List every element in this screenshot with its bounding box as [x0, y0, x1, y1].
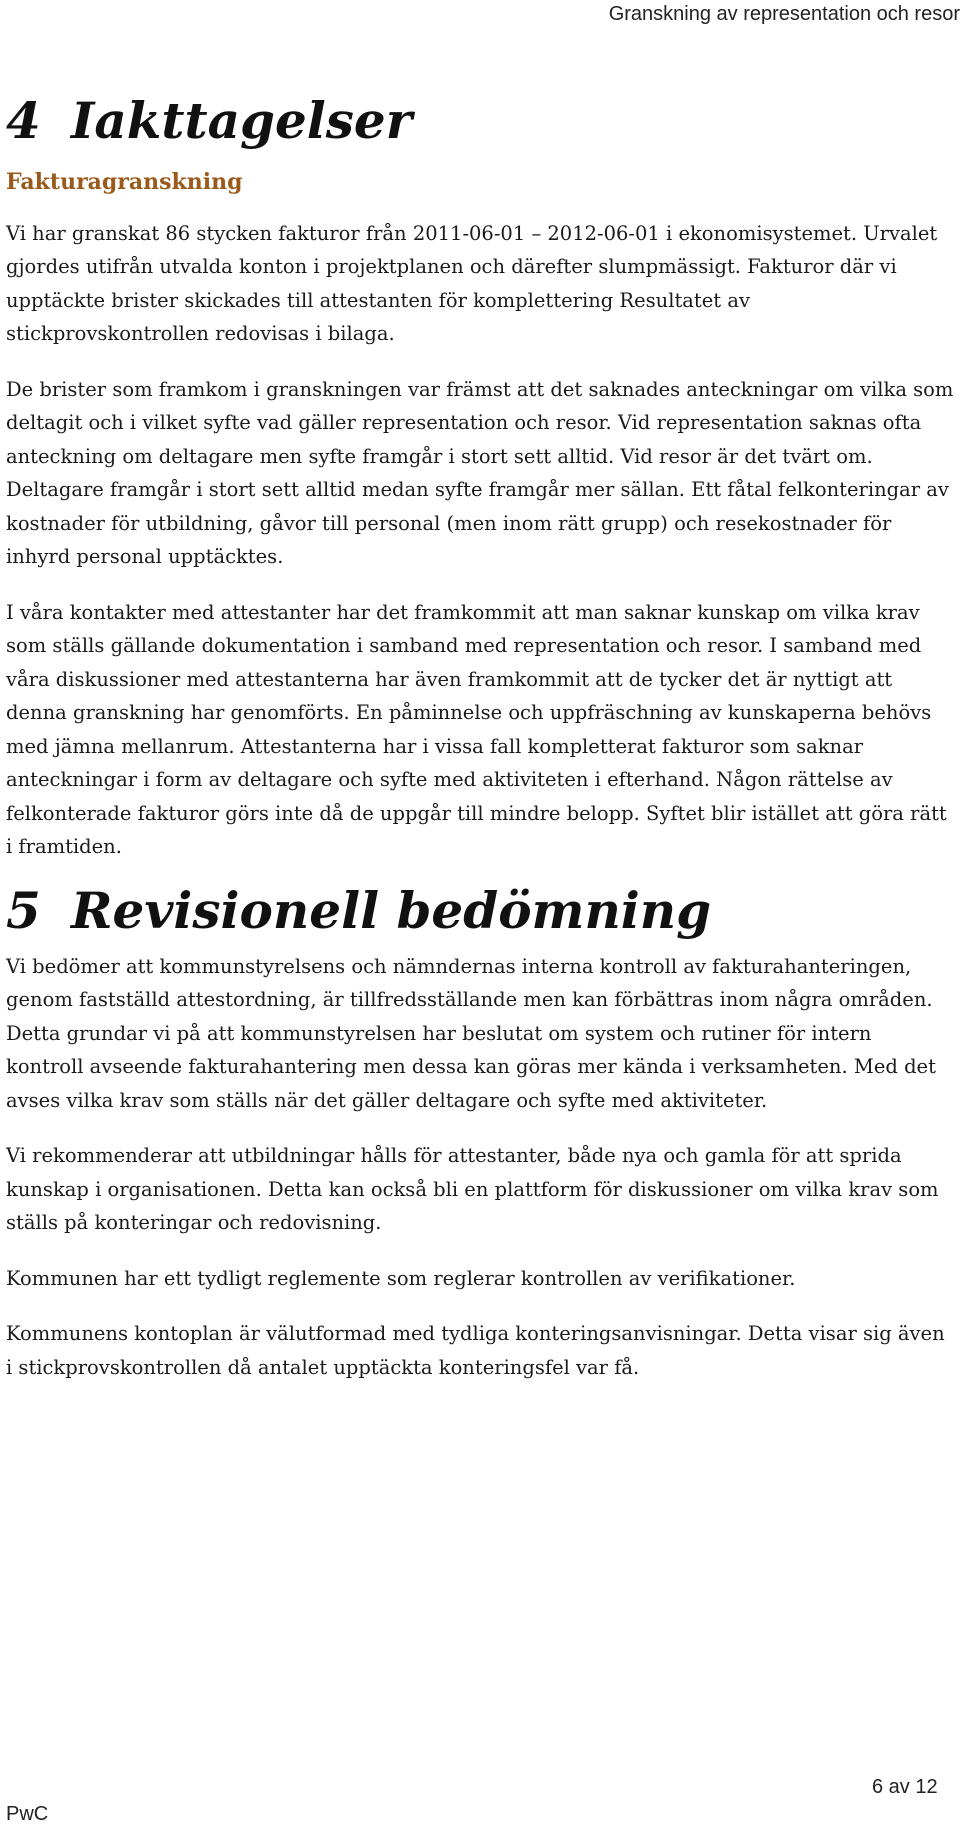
- footer-brand-logo: PwC: [6, 1803, 49, 1825]
- section-4-number: 4: [6, 91, 41, 150]
- section-4-heading: [6, 91, 954, 150]
- section-5-heading: [6, 880, 954, 940]
- section-5-number: 5: [6, 880, 41, 940]
- page-number: 6 av 12: [872, 1776, 938, 1798]
- section-5-title: Revisionell bedömning: [71, 880, 712, 940]
- subheading-fakturagranskning: Fakturagranskning: [6, 169, 243, 195]
- section-5-paragraph-1: Vi bedömer att kommunstyrelsens och nämndernas interna kontroll av fakturahanteringen, genom fastställd attestordning, är tillfredsställande men kan förbättras inom några områden. Detta grundar vi på att kommunstyrelsen har beslutat om system och rutiner för intern kontroll avseende fakturahantering men dessa kan göras mer kända i verksamheten. Med det avses vilka krav som ställs när det gäller deltagare och syfte med aktiviteter.: [6, 954, 936, 1112]
- page-content: [6, 91, 954, 1406]
- section-5-paragraph-2: Vi rekommenderar att utbildningar hålls för attestanter, både nya och gamla för att sprida kunskap i organisationen. Detta kan också bli en plattform för diskussioner om vilka krav som ställs på konteringar och redovisning.: [6, 1144, 939, 1235]
- section-4-paragraph-1: Vi har granskat 86 stycken fakturor från 2011-06-01 – 2012-06-01 i ekonomisystemet. Urvalet gjordes utifrån utvalda konton i projektplanen och därefter slumpmässigt. Fakturor där vi upptäckte brister skickades till attestanten för komplettering Resultatet av stickprovskontrollen redovisas i bilaga.: [6, 221, 938, 346]
- section-5-paragraph-4: Kommunens kontoplan är välutformad med tydliga konteringsanvisningar. Detta visar sig även i stickprovskontrollen då antalet upptäckta konteringsfel var få.: [6, 1322, 945, 1379]
- section-5-paragraph-3: Kommunen har ett tydligt reglemente som reglerar kontrollen av verifikationer.: [6, 1266, 796, 1290]
- section-4-title: Iakttagelser: [71, 91, 413, 150]
- running-header: Granskning av representation och resor: [608, 3, 960, 25]
- section-4-paragraph-3: I våra kontakter med attestanter har det framkommit att man saknar kunskap om vilka krav som ställs gällande dokumentation i samband med representation och resor. I samband med våra diskussioner med attestanterna har även framkommit att de tycker det är nyttigt att denna granskning har genomförts. En påminnelse och uppfräschning av kunskaperna behövs med jämna mellanrum. Attestanterna har i vissa fall kompletterat fakturor som saknar anteckningar i form av deltagare och syfte med aktiviteten i efterhand. Någon rättelse av felkonterade fakturor görs inte då de uppgår till mindre belopp. Syftet blir istället att göra rätt i framtiden.: [6, 600, 947, 859]
- section-4-paragraph-2: De brister som framkom i granskningen var främst att det saknades anteckningar om vilka som deltagit och i vilket syfte vad gäller representation och resor. Vid representation saknas ofta anteckning om deltagare men syfte framgår i stort sett alltid. Vid resor är det tvärt om. Deltagare framgår i stort sett alltid medan syfte framgår mer sällan. Ett fåtal felkonteringar av kostnader för utbildning, gåvor till personal (men inom rätt grupp) och resekostnader för inhyrd personal upptäcktes.: [6, 377, 954, 569]
